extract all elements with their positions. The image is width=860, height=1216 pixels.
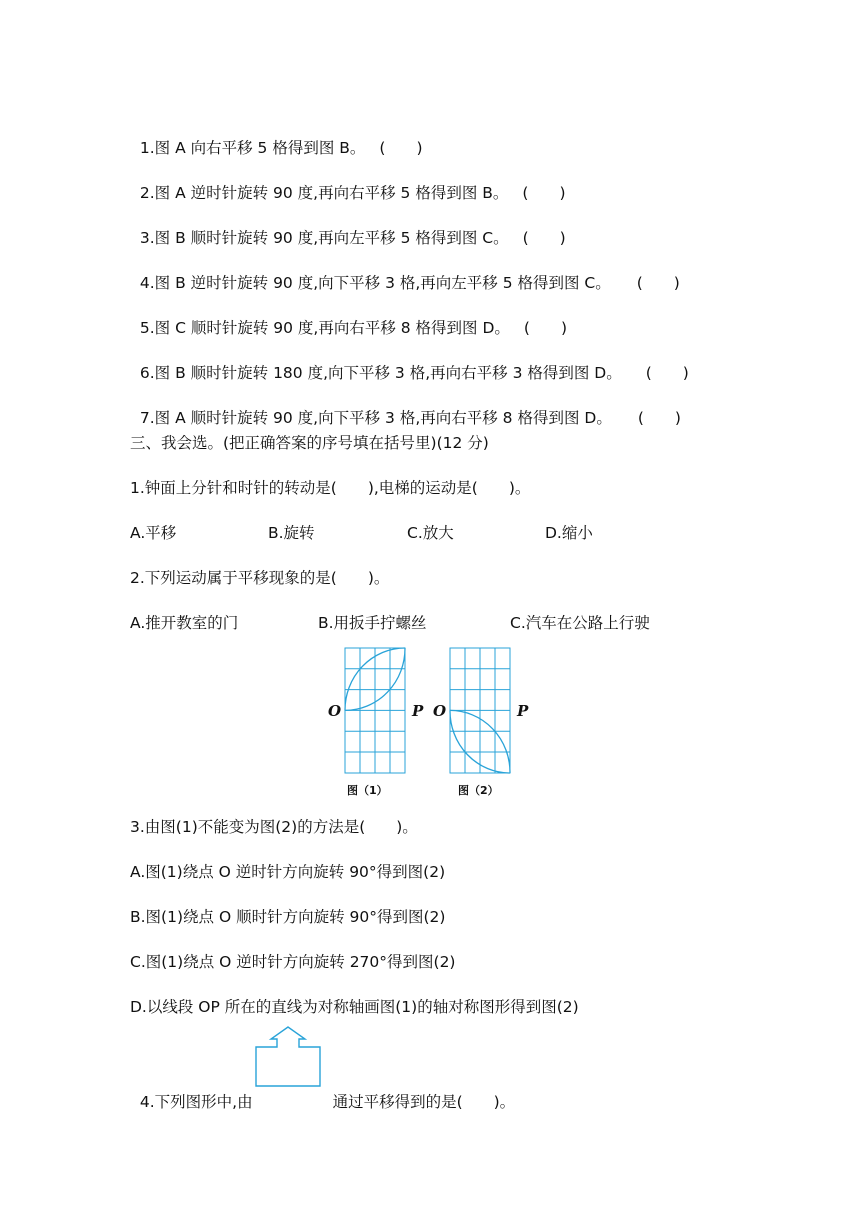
judge-item-text: 6.图 B 顺时针旋转 180 度,向下平移 3 格,再向右平移 3 格得到图 D。: [139, 364, 622, 382]
answer-paren[interactable]: ( ): [379, 139, 423, 157]
judge-item-7: [130, 388, 681, 428]
judge-item-4: [130, 253, 680, 293]
point-p-label-2: P: [517, 702, 529, 720]
answer-paren[interactable]: ( ): [637, 409, 681, 427]
grid-figure-svg: [324, 645, 534, 800]
question-1: 1.钟面上分针和时针的转动是( ),电梯的运动是( )。: [130, 479, 531, 497]
judge-item-text: 5.图 C 顺时针旋转 90 度,再向右平移 8 格得到图 D。: [139, 319, 510, 337]
answer-paren[interactable]: ( ): [523, 319, 568, 337]
option-d[interactable]: D.以线段 OP 所在的直线为对称轴画图(1)的轴对称图形得到图(2): [130, 998, 579, 1016]
answer-paren[interactable]: ( ): [636, 274, 680, 292]
judge-item-text: 4.图 B 逆时针旋转 90 度,向下平移 3 格,再向左平移 5 格得到图 C。: [139, 274, 611, 292]
option-c[interactable]: C.放大: [407, 524, 454, 542]
judge-item-text: 7.图 A 顺时针旋转 90 度,向下平移 3 格,再向右平移 8 格得到图 D。: [139, 409, 612, 427]
point-o-label-2: O: [433, 702, 447, 720]
judge-item-6: [130, 343, 689, 383]
option-b[interactable]: B.用扳手拧螺丝: [318, 614, 427, 632]
figure-1-caption: 图（1）: [347, 784, 388, 797]
option-a[interactable]: A.推开教室的门: [130, 614, 239, 632]
question-3: 3.由图(1)不能变为图(2)的方法是( )。: [130, 818, 418, 836]
grid-figure: [324, 645, 534, 800]
arrow-house-icon: [253, 1026, 323, 1088]
option-b[interactable]: B.旋转: [268, 524, 315, 542]
option-d[interactable]: D.缩小: [545, 524, 593, 542]
judge-item-2: [130, 163, 566, 203]
answer-paren[interactable]: ( ): [645, 364, 689, 382]
point-o-label: O: [328, 702, 342, 720]
option-a[interactable]: A.平移: [130, 524, 177, 542]
judge-item-1: [130, 118, 423, 158]
answer-paren[interactable]: ( ): [522, 184, 566, 202]
option-c[interactable]: C.汽车在公路上行驶: [510, 614, 650, 632]
question-4-text-before: 4.下列图形中,由: [139, 1093, 253, 1111]
answer-paren[interactable]: ( ): [522, 229, 566, 247]
judge-item-5: [130, 298, 567, 338]
question-2: 2.下列运动属于平移现象的是( )。: [130, 569, 390, 587]
section-heading: 三、我会选。(把正确答案的序号填在括号里)(12 分): [130, 434, 489, 452]
option-a[interactable]: A.图(1)绕点 O 逆时针方向旋转 90°得到图(2): [130, 863, 446, 881]
judge-item-text: 3.图 B 顺时针旋转 90 度,再向左平移 5 格得到图 C。: [139, 229, 509, 247]
arrow-house-shape: [253, 1026, 323, 1088]
judge-item-text: 2.图 A 逆时针旋转 90 度,再向右平移 5 格得到图 B。: [139, 184, 509, 202]
judge-item-text: 1.图 A 向右平移 5 格得到图 B。: [139, 139, 366, 157]
judge-item-3: [130, 208, 566, 248]
option-c[interactable]: C.图(1)绕点 O 逆时针方向旋转 270°得到图(2): [130, 953, 456, 971]
grid-1: [345, 648, 405, 773]
question-4-text-after: 通过平移得到的是( )。: [332, 1093, 516, 1111]
option-b[interactable]: B.图(1)绕点 O 顺时针方向旋转 90°得到图(2): [130, 908, 446, 926]
figure-2-caption: 图（2）: [458, 784, 499, 797]
point-p-label: P: [412, 702, 424, 720]
